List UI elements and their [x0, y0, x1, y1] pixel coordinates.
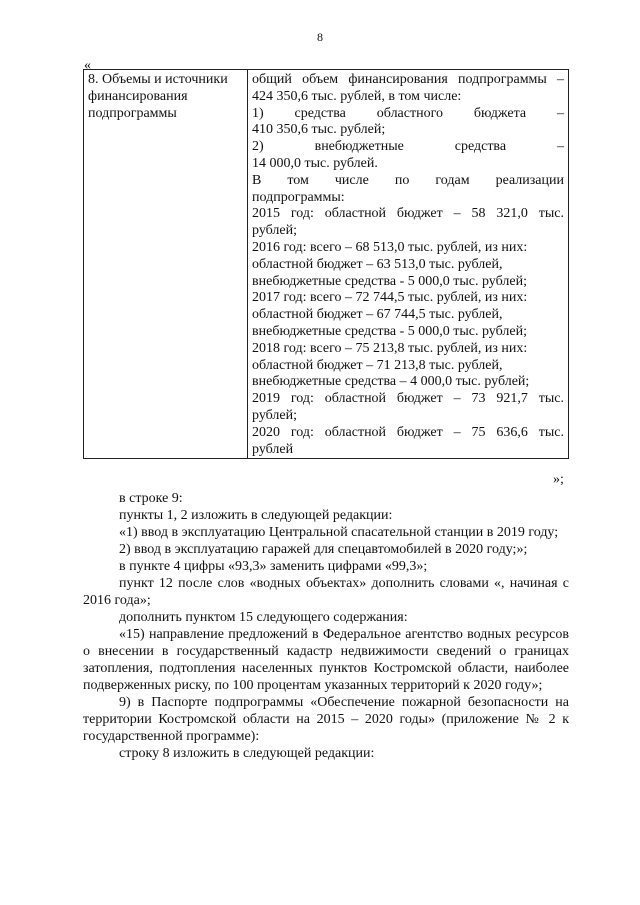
- financing-line: 2016 год: всего – 68 513,0 тыс. рублей, из них:: [252, 239, 528, 255]
- table-row: [84, 70, 569, 459]
- paragraph: в пункте 4 цифры «93,3» заменить цифрами «99,3»;: [119, 559, 428, 574]
- financing-line: 2015 год: областной бюджет – 58 321,0 тыс.: [252, 206, 564, 222]
- row-content-cell: [248, 70, 569, 459]
- financing-line: 410 350,6 тыс. рублей;: [252, 122, 386, 138]
- financing-line: подпрограммы:: [252, 189, 345, 205]
- financing-line: рублей: [252, 441, 294, 457]
- paragraph: пункт 12 после слов «водных объектах» дополнить словами «, начиная с 2016 года»;: [83, 576, 569, 608]
- financing-line: 2) внебюджетные средства –: [252, 139, 564, 155]
- financing-line: 2019 год: областной бюджет – 73 921,7 тыс.: [252, 391, 564, 407]
- financing-line: областной бюджет – 71 213,8 тыс. рублей,: [252, 357, 503, 373]
- paragraph: «15) направление предложений в Федеральное агентство водных ресурсов о внесении в государственный кадастр недвижимости сведений о границах затопления, подтопления населенных пунктов Костромской области, наиболее подверженных риску, по 100 процентам указанных территорий к 2020 году»;: [83, 627, 569, 693]
- paragraph: 2) ввод в эксплуатацию гаражей для спецавтомобилей в 2020 году;»;: [119, 542, 528, 557]
- financing-line: внебюджетные средства - 5 000,0 тыс. рублей;: [252, 273, 527, 289]
- financing-line: областной бюджет – 67 744,5 тыс. рублей,: [252, 307, 503, 323]
- row-label-cell: 8. Объемы и источники финансирования подпрограммы: [84, 70, 248, 459]
- financing-line: рублей;: [252, 223, 297, 239]
- financing-line: 424 350,6 тыс. рублей, в том числе:: [252, 88, 462, 104]
- paragraph: «1) ввод в эксплуатацию Центральной спасательной станции в 2019 году;: [119, 525, 559, 540]
- financing-line: общий объем финансирования подпрограммы –: [252, 72, 564, 87]
- financing-line: 2018 год: всего – 75 213,8 тыс. рублей, из них:: [252, 340, 528, 356]
- paragraph: в строке 9:: [119, 491, 183, 506]
- financing-line: 14 000,0 тыс. рублей.: [252, 155, 378, 171]
- financing-line: 2017 год: всего – 72 744,5 тыс. рублей, из них:: [252, 290, 528, 306]
- financing-line: внебюджетные средства – 4 000,0 тыс. рублей;: [252, 374, 530, 390]
- page-number: 8: [317, 30, 323, 44]
- financing-line: В том числе по годам реализации: [252, 172, 564, 188]
- paragraph: 9) в Паспорте подпрограммы «Обеспечение пожарной безопасности на территории Костромской области на 2015 – 2020 годы» (приложение № 2 к государственной программе):: [83, 695, 569, 744]
- financing-line: 2020 год: областной бюджет – 75 636,6 тыс.: [252, 424, 564, 440]
- open-quote-mark: «: [84, 58, 91, 73]
- paragraph: дополнить пунктом 15 следующего содержания:: [119, 610, 408, 625]
- financing-table: [83, 69, 569, 459]
- paragraph: строку 8 изложить в следующей редакции:: [119, 746, 375, 761]
- amendment-text: [83, 490, 569, 762]
- paragraph: пункты 1, 2 изложить в следующей редакции:: [119, 508, 393, 523]
- financing-line: областной бюджет – 63 513,0 тыс. рублей,: [252, 256, 503, 272]
- close-quote-mark: »;: [553, 472, 564, 487]
- financing-line: внебюджетные средства - 5 000,0 тыс. рублей;: [252, 323, 527, 339]
- financing-line: рублей;: [252, 407, 297, 423]
- financing-line: 1) средства областного бюджета –: [252, 105, 564, 121]
